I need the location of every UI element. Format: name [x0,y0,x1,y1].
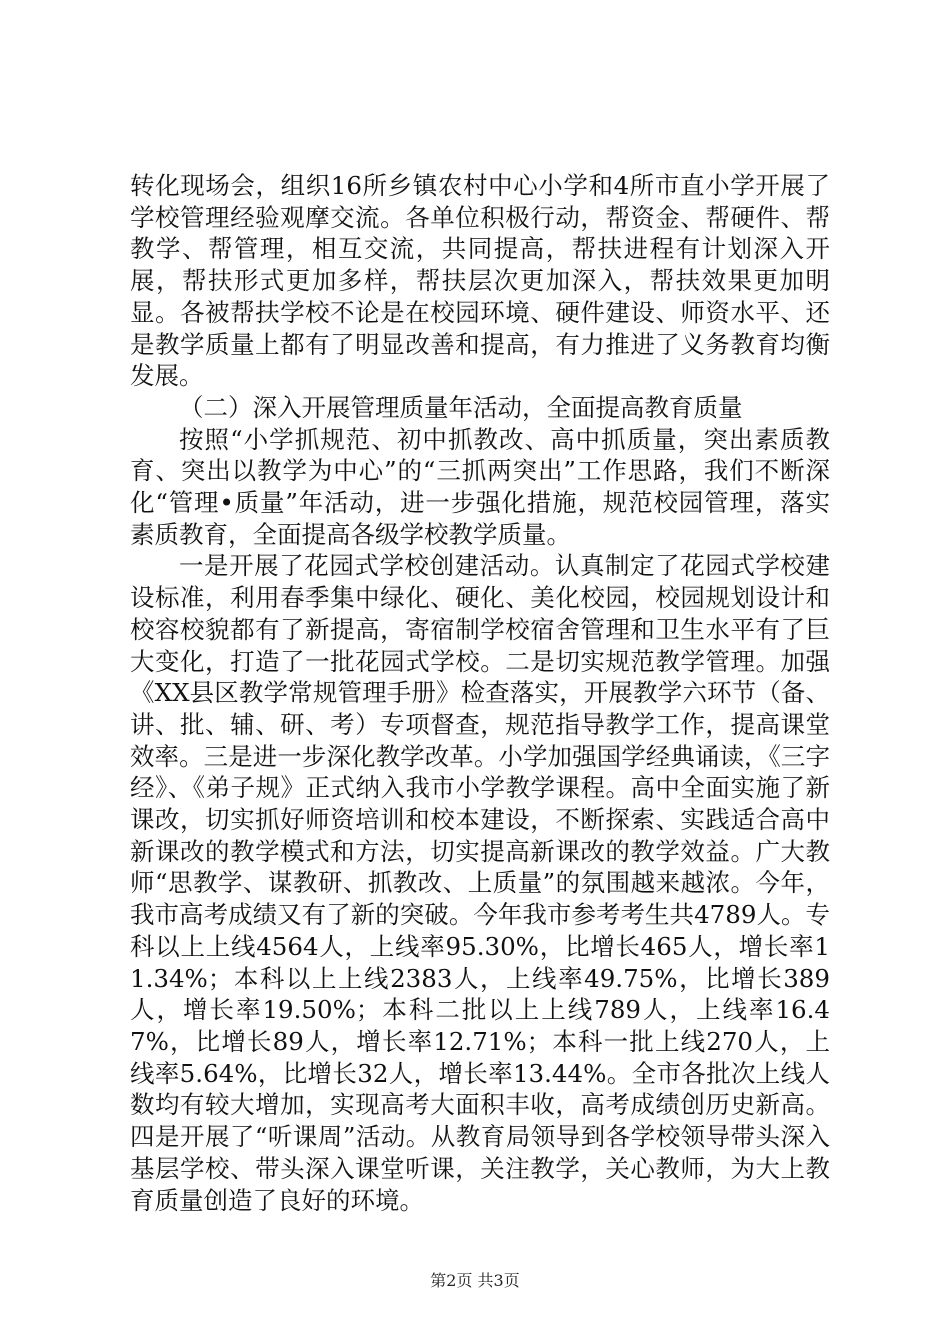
paragraph-approach: 按照“小学抓规范、初中抓教改、高中抓质量，突出素质教育、突出以教学为中心”的“三抓两突出”工作思路，我们不断深化“管理•质量”年活动，进一步强化措施，规范校园管理，落实素质教育，全面提高各级学校教学质量。 [130,424,830,549]
section-heading: （二）深入开展管理质量年活动，全面提高教育质量 [179,392,743,422]
paragraph-measures: 一是开展了花园式学校创建活动。认真制定了花园式学校建设标准，利用春季集中绿化、硬化、美化校园，校园规划设计和校容校貌都有了新提高，寄宿制学校宿舍管理和卫生水平有了巨大变化，打造了一批花园式学校。二是切实规范教学管理。加强《XX县区教学常规管理手册》检查落实，开展教学六环节（备、讲、批、辅、研、考）专项督查，规范指导教学工作，提高课堂效率。三是进一步深化教学改革。小学加强国学经典诵读，《三字经》、《弟子规》正式纳入我市小学教学课程。高中全面实施了新课改，切实抓好师资培训和校本建设，不断探索、实践适合高中新课改的教学模式和方法，切实提高新课改的教学效益。广大教师“思教学、谋教研、抓教改、上质量”的氛围越来越浓。今年，我市高考成绩又有了新的突破。今年我市参考考生共4789人。专科以上上线4564人，上线率95.30%，比增长465人，增长率11.34%；本科以上上线2383人，上线率49.75%，比增长389人，增长率19.50%；本科二批以上上线789人，上线率16.47%，比增长89人，增长率12.71%；本科一批上线270人，上线率5.64%，比增长32人，增长率13.44%。全市各批次上线人数均有较大增加，实现高考大面积丰收，高考成绩创历史新高。四是开展了“听课周”活动。从教育局领导到各学校领导带头深入基层学校、带头深入课堂听课，关注教学，关心教师，为大上教育质量创造了良好的环境。 [130,551,830,1215]
document-body [130,170,830,1216]
page-footer: 第2页 共3页 [430,1271,520,1290]
paragraph-continuation: 转化现场会，组织16所乡镇农村中心小学和4所市直小学开展了学校管理经验观摩交流。各单位积极行动，帮资金、帮硬件、帮教学、帮管理，相互交流，共同提高，帮扶进程有计划深入开展，帮扶形式更加多样，帮扶层次更加深入，帮扶效果更加明显。各被帮扶学校不论是在校园环境、硬件建设、师资水平、还是教学质量上都有了明显改善和提高，有力推进了义务教育均衡发展。 [130,171,830,391]
